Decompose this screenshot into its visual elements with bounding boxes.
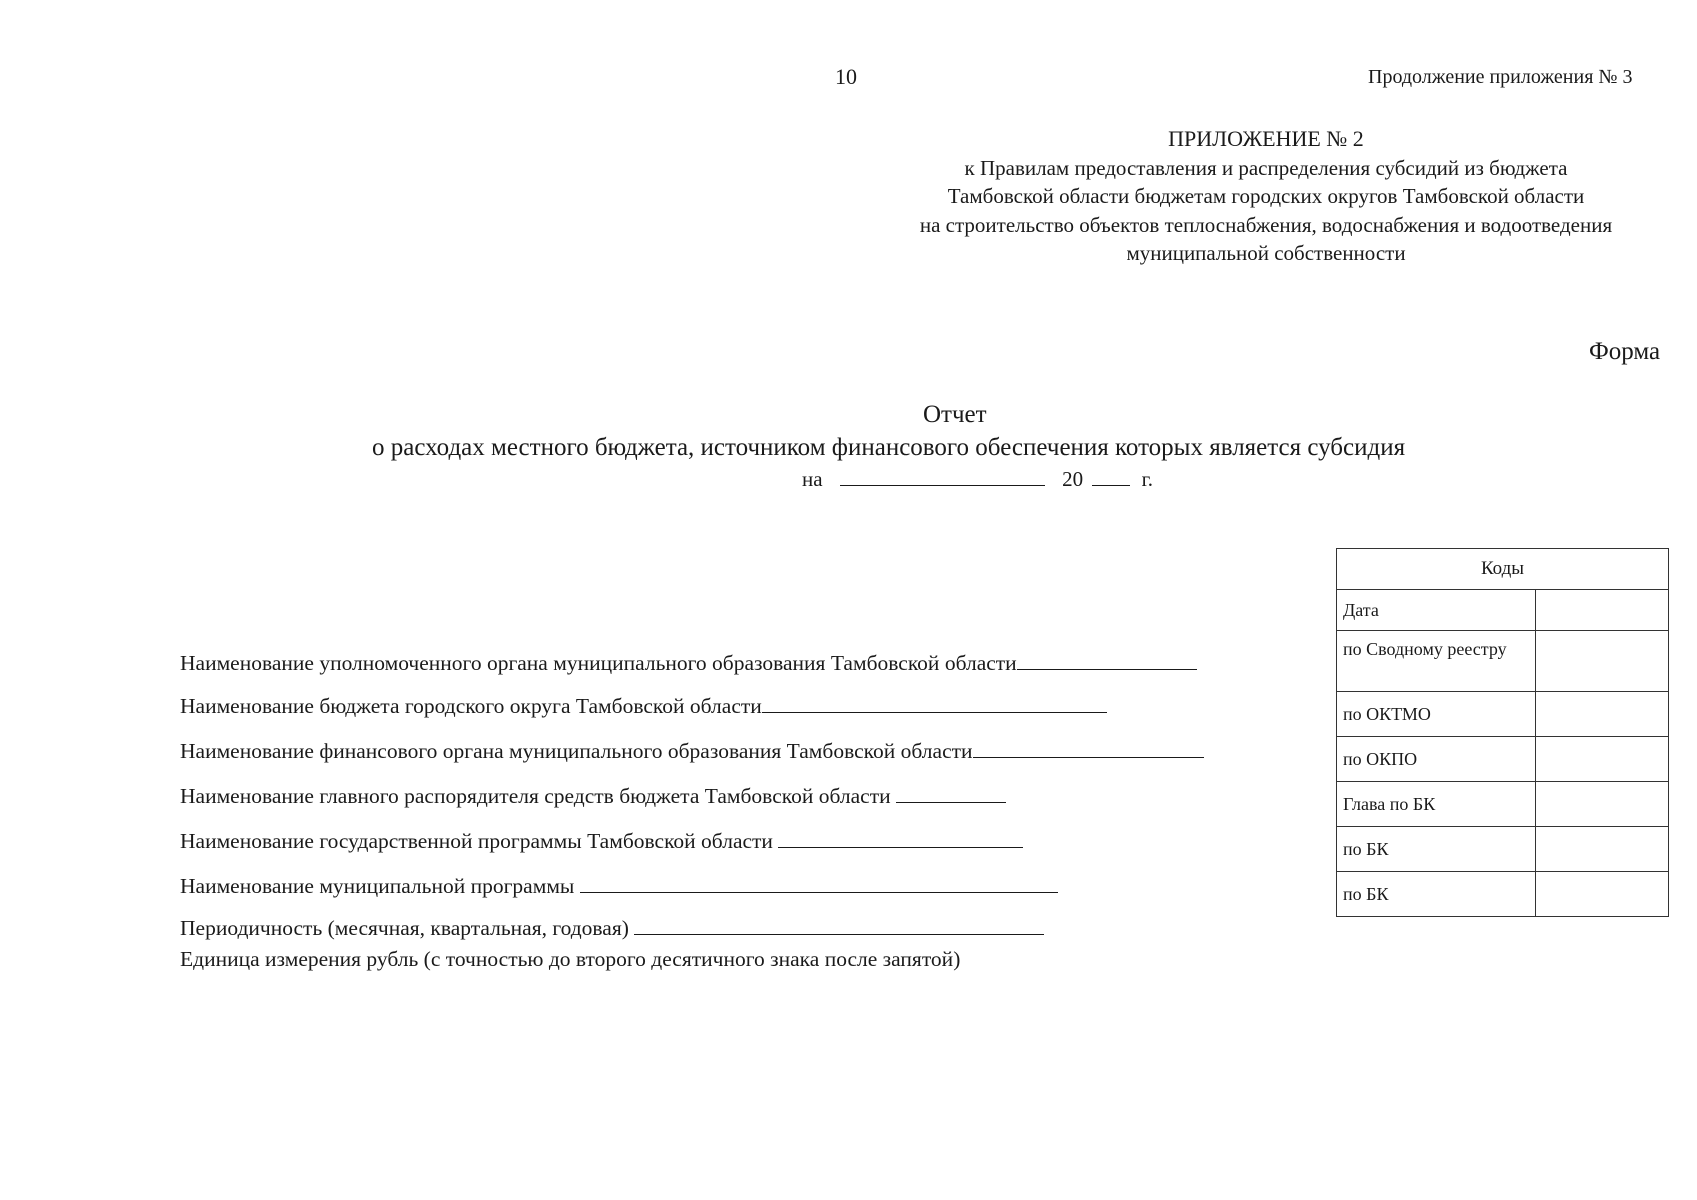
codes-row <box>1337 692 1669 737</box>
date-year: 20 <box>1062 467 1084 491</box>
appendix-line: муниципальной собственности <box>1126 241 1406 265</box>
field-input[interactable] <box>762 692 1107 713</box>
report-title: Отчет <box>923 401 987 428</box>
field-main-manager <box>180 782 1006 809</box>
field-label: Наименование главного распорядителя средств бюджета Тамбовской области <box>180 784 891 808</box>
date-suffix: г. <box>1141 467 1154 491</box>
code-value[interactable] <box>1536 782 1669 827</box>
appendix-line: на строительство объектов теплоснабжения, водоснабжения и водоотведения <box>919 212 1613 237</box>
codes-row <box>1337 737 1669 782</box>
code-label: Дата <box>1337 590 1536 631</box>
appendix-line: Тамбовской области бюджетам городских округов Тамбовской области <box>947 184 1585 208</box>
codes-table <box>1336 548 1669 917</box>
code-value[interactable] <box>1536 827 1669 872</box>
continuation-label: Продолжение приложения № 3 <box>1368 66 1633 88</box>
year-blank[interactable] <box>1092 467 1130 486</box>
codes-row <box>1337 872 1669 917</box>
field-label: Наименование муниципальной программы <box>180 874 575 898</box>
field-input[interactable] <box>973 737 1204 758</box>
field-input[interactable] <box>634 914 1044 935</box>
field-input[interactable] <box>580 872 1058 893</box>
codes-row <box>1337 782 1669 827</box>
field-input[interactable] <box>1017 649 1197 670</box>
form-label: Форма <box>1589 338 1661 365</box>
date-prefix: на <box>802 467 823 491</box>
report-date-line <box>802 467 1153 492</box>
unit-line: Единица измерения рубль (с точностью до второго десятичного знака после запятой) <box>180 947 961 971</box>
field-state-program <box>180 827 1023 854</box>
field-label: Наименование государственной программы Тамбовской области <box>180 829 773 853</box>
code-value[interactable] <box>1536 737 1669 782</box>
codes-row <box>1337 827 1669 872</box>
appendix-line: к Правилам предоставления и распределения субсидий из бюджета <box>964 155 1568 180</box>
code-label: по БК <box>1337 827 1536 872</box>
field-label: Наименование уполномоченного органа муниципального образования Тамбовской области <box>180 651 1017 675</box>
field-budget-name <box>180 692 1107 719</box>
field-periodicity <box>180 914 1044 941</box>
code-label: Глава по БК <box>1337 782 1536 827</box>
code-label: по БК <box>1337 872 1536 917</box>
codes-header: Коды <box>1337 549 1669 590</box>
code-label: по Сводному реестру <box>1337 631 1536 692</box>
codes-row <box>1337 631 1669 692</box>
code-value[interactable] <box>1536 590 1669 631</box>
code-label: по ОКТМО <box>1337 692 1536 737</box>
field-municipal-program <box>180 872 1058 899</box>
date-blank[interactable] <box>840 467 1045 486</box>
code-label: по ОКПО <box>1337 737 1536 782</box>
code-value[interactable] <box>1536 872 1669 917</box>
codes-row <box>1337 590 1669 631</box>
field-label: Наименование финансового органа муниципального образования Тамбовской области <box>180 739 973 763</box>
field-label: Наименование бюджета городского округа Тамбовской области <box>180 694 762 718</box>
field-authorized-body <box>180 649 1197 676</box>
field-input[interactable] <box>778 827 1023 848</box>
page-number: 10 <box>835 64 857 89</box>
appendix-block <box>866 125 1666 268</box>
code-value[interactable] <box>1536 631 1669 692</box>
field-label: Периодичность (месячная, квартальная, годовая) <box>180 916 629 940</box>
report-subtitle: о расходах местного бюджета, источником финансового обеспечения которых является субсидия <box>372 434 1406 461</box>
field-finance-body <box>180 737 1204 764</box>
code-value[interactable] <box>1536 692 1669 737</box>
appendix-title: ПРИЛОЖЕНИЕ № 2 <box>1168 126 1364 151</box>
field-input[interactable] <box>896 782 1006 803</box>
